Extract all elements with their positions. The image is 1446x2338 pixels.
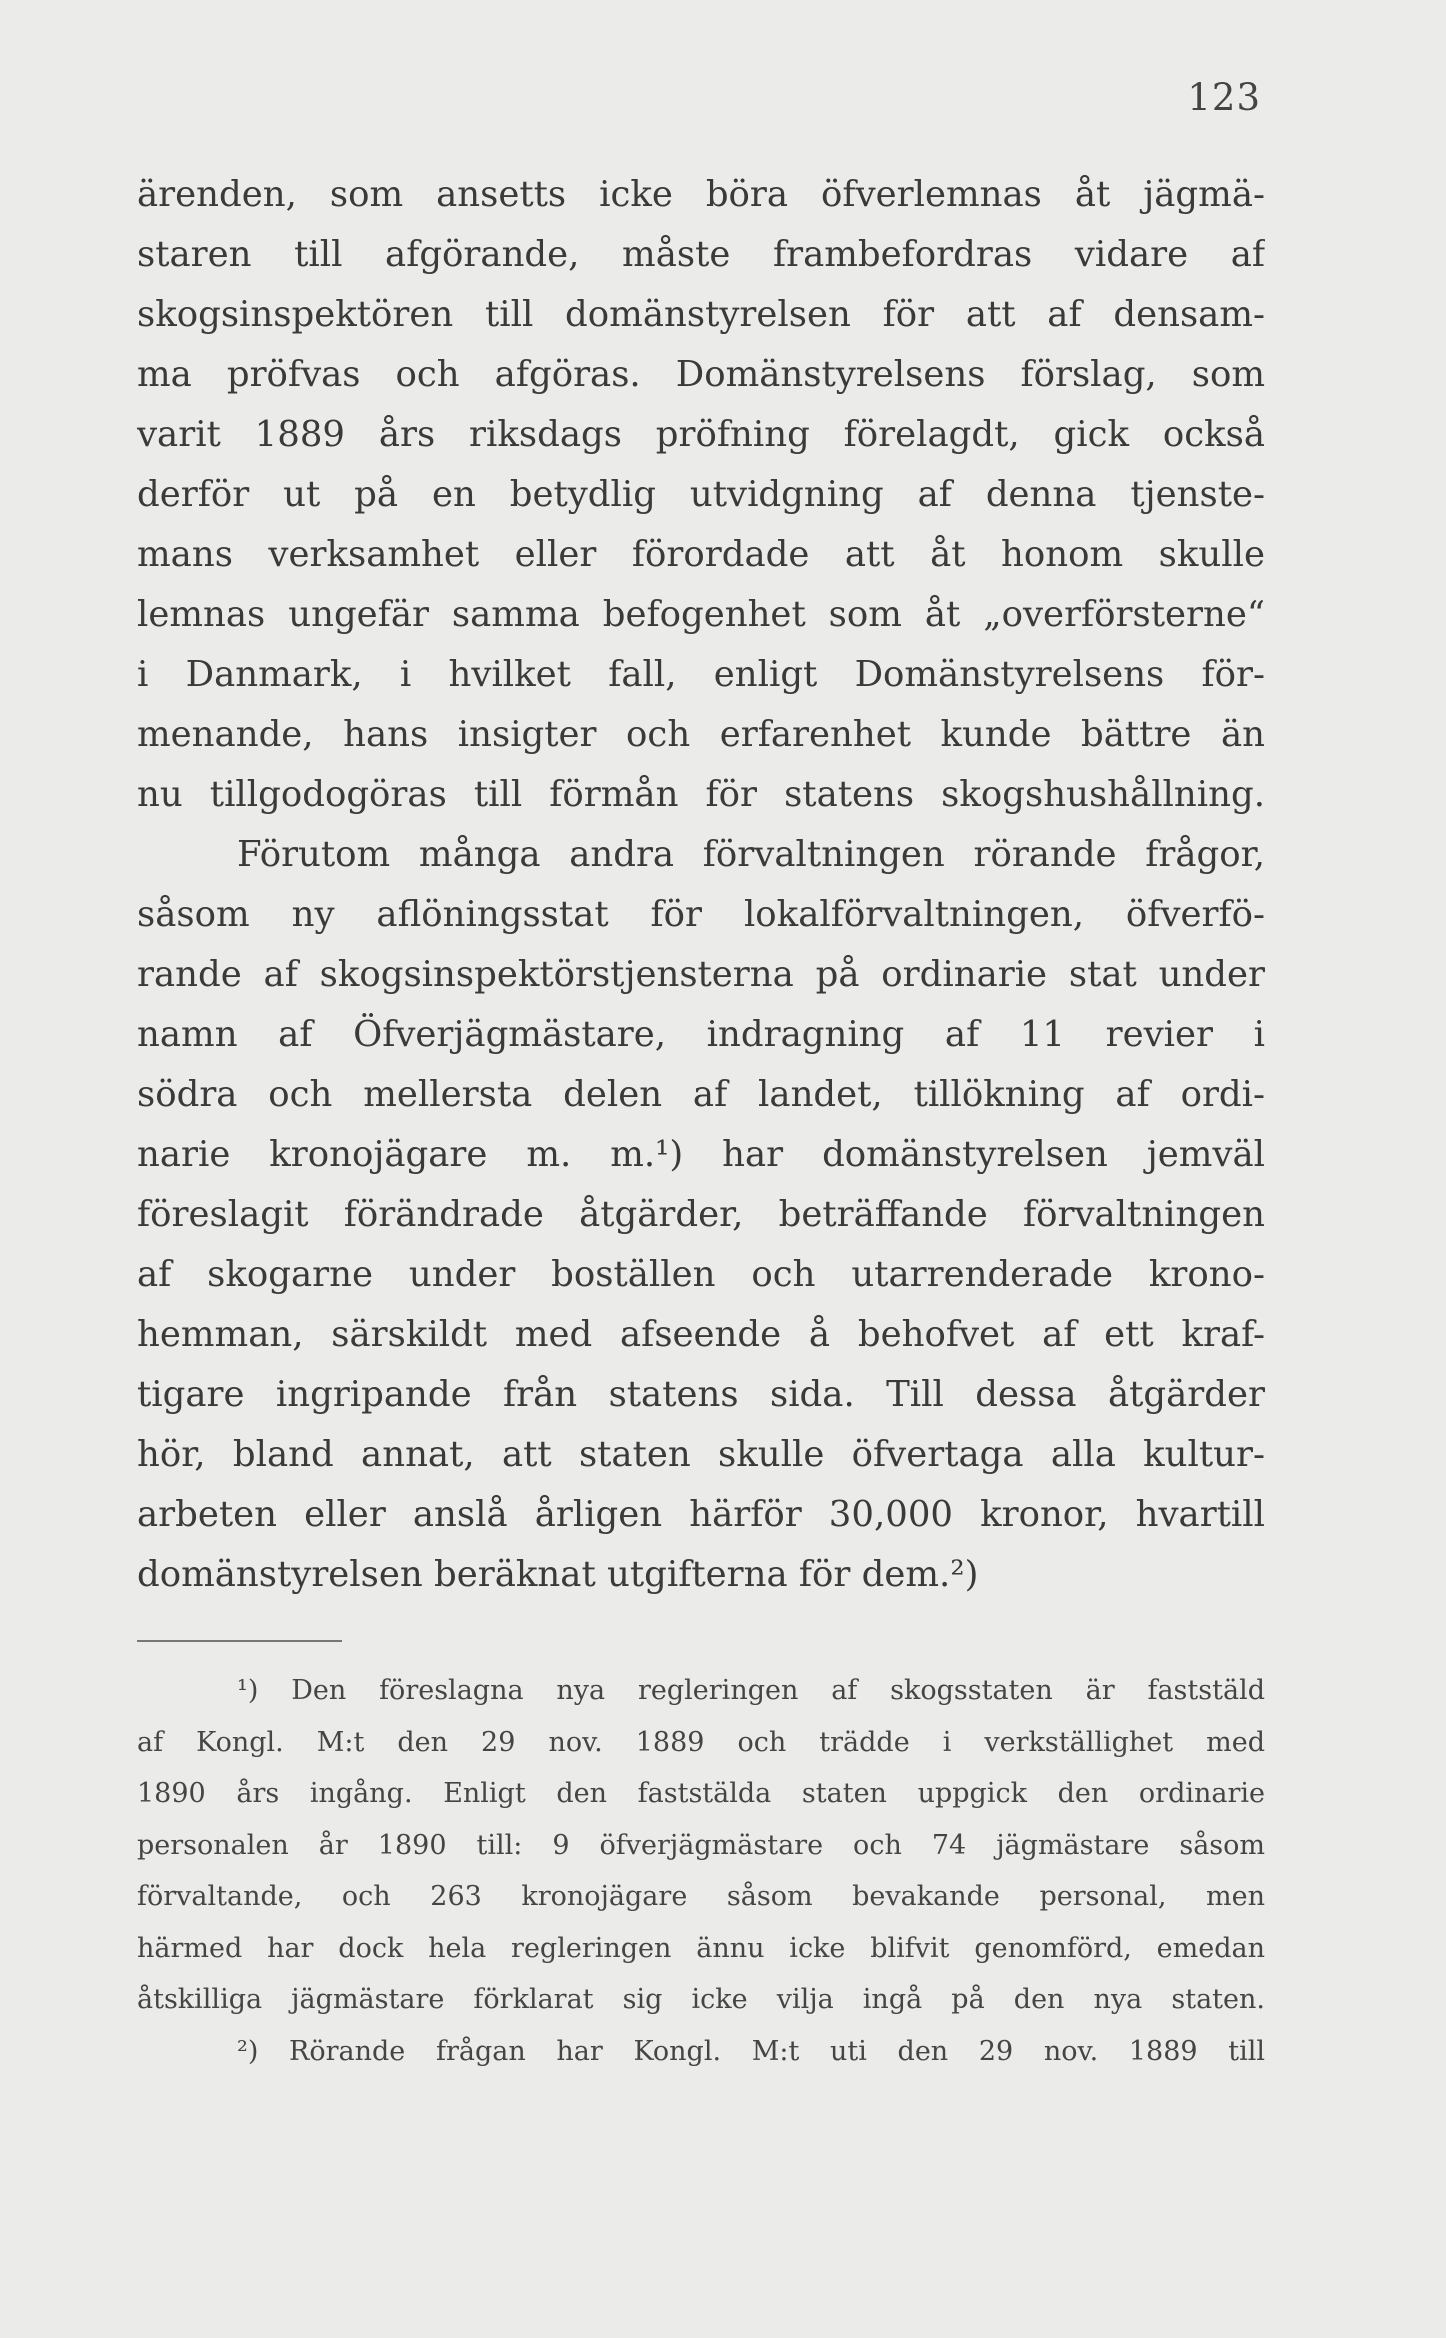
text-line: ärenden, som ansetts icke böra öfverlemnas åt jägmä- (137, 174, 1265, 215)
text-line: derför ut på en betydlig utvidgning af denna tjenste- (137, 474, 1265, 515)
text-line: Förutom många andra förvaltningen rörande frågor, (237, 834, 1265, 875)
text-line: staren till afgörande, måste frambefordras vidare af (137, 234, 1265, 275)
text-line: domänstyrelsen beräknat utgifterna för dem.²) (137, 1554, 979, 1595)
text-line: ma pröfvas och afgöras. Domänstyrelsens förslag, som (137, 354, 1265, 395)
text-line: nu tillgodogöras till förmån för statens skogshushållning. (137, 774, 1265, 815)
text-line: mans verksamhet eller förordade att åt honom skulle (137, 534, 1265, 575)
text-line: varit 1889 års riksdags pröfning förelagdt, gick också (137, 414, 1265, 455)
text-line: arbeten eller anslå årligen härför 30,000 kronor, hvartill (137, 1494, 1265, 1535)
footnote-line: personalen år 1890 till: 9 öfverjägmästare och 74 jägmästare såsom (137, 1829, 1265, 1861)
text-line: af skogarne under boställen och utarrenderade krono- (137, 1254, 1265, 1295)
text-line: skogsinspektören till domänstyrelsen för att af densam- (137, 294, 1265, 335)
text-line: rande af skogsinspektörstjensterna på ordinarie stat under (137, 954, 1265, 995)
text-line: namn af Öfverjägmästare, indragning af 11 revier i (137, 1014, 1265, 1055)
text-line: i Danmark, i hvilket fall, enligt Domänstyrelsens för- (137, 654, 1265, 695)
footnote-line: förvaltande, och 263 kronojägare såsom bevakande personal, men (137, 1881, 1265, 1912)
footnote-line: härmed har dock hela regleringen ännu icke blifvit genomförd, emedan (137, 1932, 1265, 1964)
text-line: föreslagit förändrade åtgärder, beträffande förvaltningen (137, 1194, 1265, 1235)
text-line: lemnas ungefär samma befogenhet som åt „overförsterne“ (137, 594, 1265, 635)
footnote-line: ¹) Den föreslagna nya regleringen af skogsstaten är faststäld (237, 1675, 1265, 1706)
footnote-divider (137, 1640, 342, 1642)
page-number: 123 (1187, 76, 1261, 119)
footnote-line: ²) Rörande frågan har Kongl. M:t uti den 29 nov. 1889 till (237, 2035, 1265, 2067)
text-line: såsom ny aflöningsstat för lokalförvaltningen, öfverfö- (137, 894, 1265, 935)
body-text (137, 165, 1265, 1605)
text-line: tigare ingripande från statens sida. Till dessa åtgärder (137, 1374, 1265, 1415)
text-line: narie kronojägare m. m.¹) har domänstyrelsen jemväl (137, 1134, 1265, 1175)
footnote-line: 1890 års ingång. Enligt den faststälda staten uppgick den ordinarie (137, 1778, 1265, 1809)
text-line: menande, hans insigter och erfarenhet kunde bättre än (137, 714, 1265, 755)
footnote-line: af Kongl. M:t den 29 nov. 1889 och trädde i verkställighet med (137, 1726, 1265, 1758)
text-line: hör, bland annat, att staten skulle öfvertaga alla kultur- (137, 1434, 1265, 1475)
footnotes (137, 1665, 1265, 2077)
text-line: hemman, särskildt med afseende å behofvet af ett kraf- (137, 1314, 1265, 1355)
footnote-line: åtskilliga jägmästare förklarat sig icke vilja ingå på den nya staten. (137, 1984, 1265, 2015)
text-line: södra och mellersta delen af landet, tillökning af ordi- (137, 1074, 1265, 1115)
